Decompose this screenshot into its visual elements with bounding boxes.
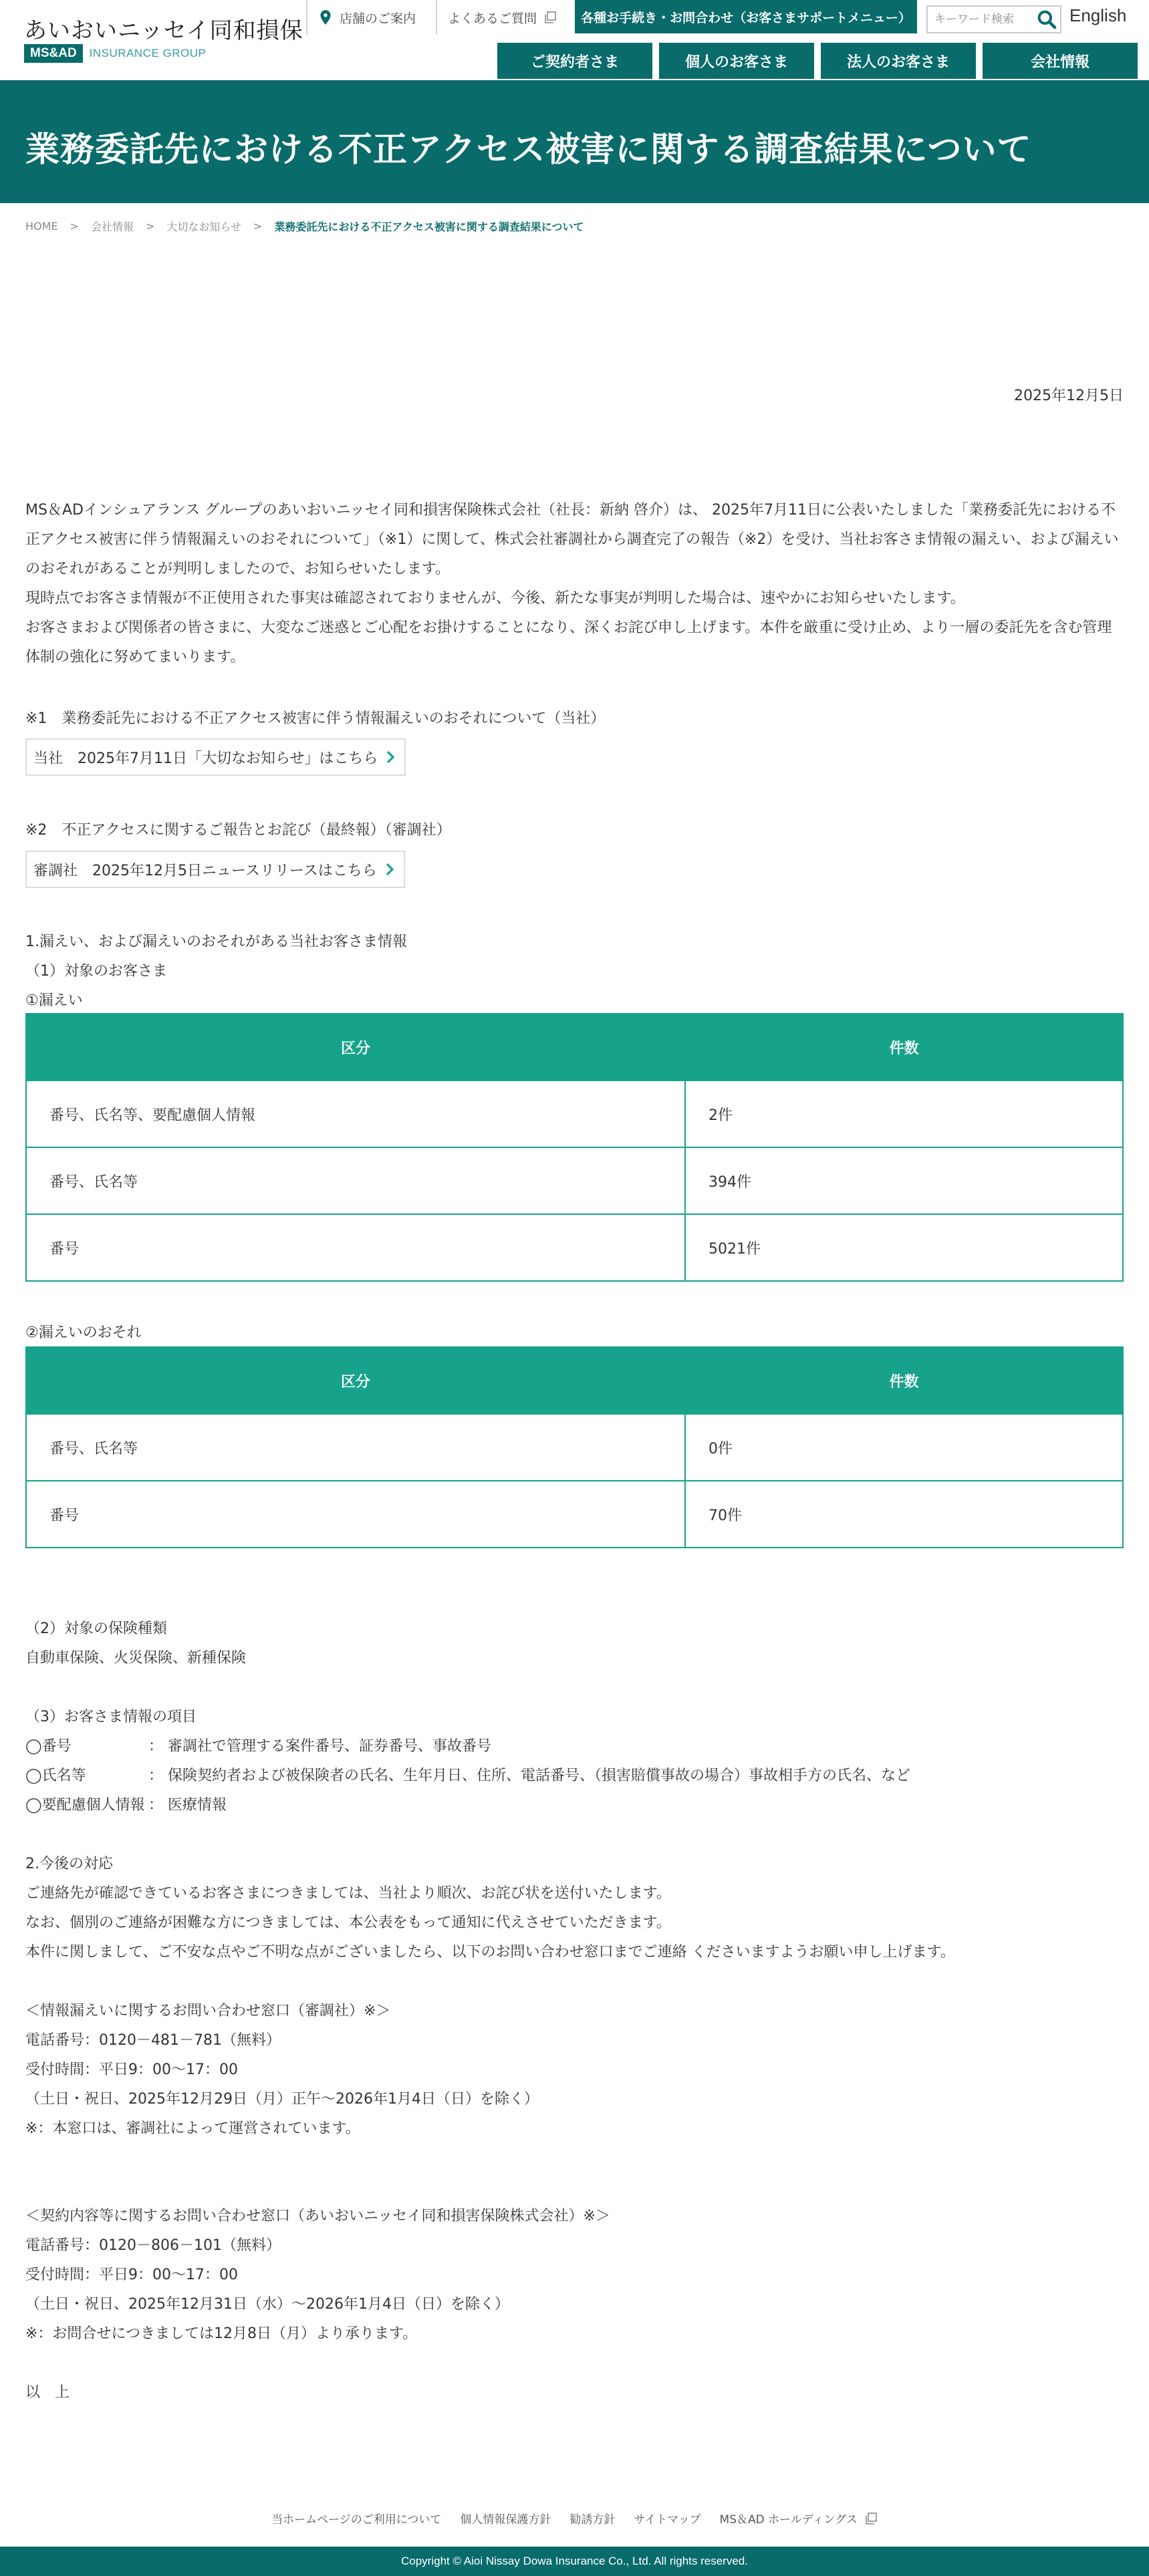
table-cell-category: 番号: [26, 1214, 685, 1281]
table-header-row: [26, 1014, 1123, 1081]
table-cell-category: 番号、氏名等、要配慮個人情報: [26, 1081, 685, 1147]
closing-text: 以 上: [25, 2384, 70, 2401]
info-item-name: ◯要配慮個人情報: [25, 1797, 145, 1814]
section-2-text: なお、個別のご連絡が困難な方につきましては、本公表をもって通知に代えさせていただきます。: [25, 1914, 671, 1931]
breadcrumb-home[interactable]: HOME: [25, 220, 58, 233]
breadcrumb-separator: >: [253, 220, 263, 233]
breadcrumb-important-notices[interactable]: 大切なお知らせ: [166, 221, 241, 233]
external-link-icon: [543, 11, 557, 24]
table-cell-count: 0件: [685, 1414, 1123, 1481]
msad-logo-badge: MS&AD: [24, 44, 83, 63]
table-cell-count: 2件: [685, 1081, 1123, 1147]
site-logo-group[interactable]: [24, 44, 206, 63]
breadcrumb-separator: >: [145, 220, 155, 233]
nav-individual[interactable]: 個人のお客さま: [659, 43, 814, 79]
header-divider: [436, 0, 437, 35]
table-row: [26, 1081, 1123, 1147]
table-row: [26, 1414, 1123, 1481]
contact-1-phone: 電話番号：0120－481－781（無料）: [25, 2032, 281, 2049]
footer-links: [0, 2510, 1149, 2527]
table-cell-category: 番号、氏名等: [26, 1414, 685, 1481]
table-header-row: [26, 1347, 1123, 1414]
note-1-link-text: 当社 2025年7月11日「大切なお知らせ」はこちら: [33, 750, 378, 767]
contact-2-hours: 受付時間：平日9：00～17：00: [25, 2267, 238, 2283]
table-cell-category: 番号、氏名等: [26, 1147, 685, 1214]
breadcrumb-company-info[interactable]: 会社情報: [90, 221, 134, 233]
page-title: 業務委託先における不正アクセス被害に関する調査結果について: [25, 130, 1032, 170]
store-link-label: 店舗のご案内: [340, 11, 416, 26]
info-item-name: ◯氏名等: [25, 1767, 86, 1784]
search-icon[interactable]: [1036, 9, 1057, 30]
contact-1-holidays: （土日・祝日、2025年12月29日（月）正午～2026年1月4日（日）を除く）: [25, 2091, 539, 2108]
insurance-types-text: 自動車保険、火災保険、新種保険: [25, 1650, 247, 1667]
footer-link-holdings[interactable]: [720, 2510, 878, 2527]
table-cell-category: 番号: [26, 1481, 685, 1548]
note-1-label: ※1 業務委託先における不正アクセス被害に伴う情報漏えいのおそれについて（当社）: [25, 710, 606, 727]
info-item-name: ◯番号: [25, 1738, 72, 1755]
table-row: [26, 1147, 1123, 1214]
contact-2-title: ＜契約内容等に関するお問い合わせ窓口（あいおいニッセイ同和損害保険株式会社）※＞: [25, 2208, 610, 2225]
contact-2-note: ※：お問合せにつきましては12月8日（月）より承ります。: [25, 2325, 418, 2342]
section-1-heading: 1.漏えい、および漏えいのおそれがある当社お客さま情報: [25, 934, 407, 950]
faq-link-label: よくあるご質問: [448, 11, 537, 26]
contact-1-hours: 受付時間：平日9：00～17：00: [25, 2061, 238, 2078]
column-header-category: 区分: [26, 1347, 685, 1414]
footer-link-solicitation[interactable]: 勧誘方針: [569, 2513, 616, 2527]
search-box: [926, 5, 1061, 33]
note-2-link-text: 審調社 2025年12月5日ニュースリリースはこちら: [33, 862, 377, 879]
site-logo-title[interactable]: あいおいニッセイ同和損保: [24, 17, 303, 44]
info-item-desc: ： 保険契約者および被保険者の氏名、生年月日、住所、電話番号、（損害賠償事故の場合）事故相手方の氏名、など: [148, 1767, 910, 1784]
info-item-desc: ： 審調社で管理する案件番号、証券番号、事故番号: [148, 1738, 491, 1755]
breadcrumb-separator: >: [70, 220, 79, 233]
intro-paragraph: お客さまおよび関係者の皆さまに、大変なご迷惑とご心配をお掛けすることになり、深くお詫び申し上げます。本件を厳重に受け止め、より一層の委託先を含む管理体制の強化に努めてまいります。: [25, 619, 1112, 666]
leak-label: ①漏えい: [25, 992, 83, 1009]
note-2-label: ※2 不正アクセスに関するご報告とお詫び（最終報）（審調社）: [25, 822, 451, 839]
intro-paragraph: 現時点でお客さま情報が不正使用された事実は確認されておりませんが、今後、新たな事実が判明した場合は、速やかにお知らせいたします。: [25, 590, 965, 607]
footer-link-terms[interactable]: 当ホームページのご利用について: [271, 2513, 442, 2527]
external-link-icon: [864, 2512, 878, 2525]
store-link[interactable]: [317, 0, 416, 35]
leak-risk-table: [25, 1346, 1124, 1548]
nav-corporate[interactable]: 法人のお客さま: [821, 43, 976, 79]
table-cell-count: 394件: [685, 1147, 1123, 1214]
header-divider: [306, 0, 307, 35]
title-banner: [0, 80, 1149, 203]
table-cell-count: 5021件: [685, 1214, 1123, 1281]
column-header-count: 件数: [685, 1347, 1123, 1414]
chevron-right-icon: [384, 862, 396, 877]
intro-paragraph: MS＆ADインシュアランス グループのあいおいニッセイ同和損害保険株式会社（社長：新納 啓介）は、 2025年7月11日に公表いたしました「業務委託先における不正アクセス被害に伴う情報漏えいのおそれについて」（※1）に関して、株式会社審調社から調査完了の報告（※2）を受け、当社お客さま情報の漏えい、および漏えいのおそれがあることが判明しましたので、お知らせいたします。: [25, 502, 1119, 577]
section-2-heading: 2.今後の対応: [25, 1856, 113, 1872]
nav-policyholders[interactable]: ご契約者さま: [497, 43, 652, 79]
column-header-category: 区分: [26, 1014, 685, 1081]
breadcrumb: [25, 219, 584, 234]
footer-link-holdings-label: MS＆AD ホールディングス: [719, 2513, 858, 2527]
copyright-text: Copyright © Aioi Nissay Dowa Insurance Co., Ltd. All rights reserved.: [401, 2555, 748, 2567]
search-input[interactable]: [928, 7, 1033, 31]
info-items-subheading: （3）お客さま情報の項目: [25, 1709, 197, 1725]
contact-1-note: ※：本窓口は、審調社によって運営されています。: [25, 2120, 360, 2137]
footer-link-sitemap[interactable]: サイトマップ: [634, 2513, 701, 2527]
note-1-link-button[interactable]: [25, 738, 406, 776]
contact-1-title: ＜情報漏えいに関するお問い合わせ窓口（審調社）※＞: [25, 2003, 391, 2019]
footer-link-privacy[interactable]: 個人情報保護方針: [460, 2513, 551, 2527]
leak-risk-label: ②漏えいのおそれ: [25, 1324, 142, 1341]
insurance-group-label: INSURANCE GROUP: [89, 47, 207, 59]
table-row: [26, 1214, 1123, 1281]
target-customers-subheading: （1）対象のお客さま: [25, 963, 167, 980]
breadcrumb-current: 業務委託先における不正アクセス被害に関する調査結果について: [274, 221, 584, 233]
section-2-text: ご連絡先が確認できているお客さまにつきましては、当社より順次、お詫び状を送付いたします。: [25, 1885, 671, 1902]
contact-2-phone: 電話番号：0120－806－101（無料）: [25, 2237, 281, 2254]
support-menu-button[interactable]: 各種お手続き・お問合わせ（お客さまサポートメニュー）: [575, 0, 917, 33]
table-row: [26, 1481, 1123, 1548]
contact-2-holidays: （土日・祝日、2025年12月31日（水）～2026年1月4日（日）を除く）: [25, 2296, 509, 2313]
column-header-count: 件数: [685, 1014, 1123, 1081]
nav-company-info[interactable]: 会社情報: [983, 43, 1138, 79]
english-link[interactable]: English: [1069, 5, 1127, 25]
table-cell-count: 70件: [685, 1481, 1123, 1548]
faq-link[interactable]: [448, 0, 557, 35]
global-nav: [497, 43, 1138, 79]
chevron-right-icon: [384, 750, 396, 764]
publish-date: 2025年12月5日: [1014, 388, 1124, 404]
map-pin-icon: [317, 9, 334, 26]
note-2-link-button[interactable]: [25, 851, 405, 888]
site-header: [0, 0, 1149, 80]
copyright-bar: [0, 2547, 1149, 2576]
leak-table: [25, 1013, 1124, 1282]
info-item-desc: ： 医療情報: [148, 1797, 227, 1814]
insurance-types-subheading: （2）対象の保険種類: [25, 1620, 167, 1637]
section-2-text: 本件に関しまして、ご不安な点やご不明な点がございましたら、以下のお問い合わせ窓口までご連絡 くださいますようお願い申し上げます。: [25, 1944, 955, 1961]
